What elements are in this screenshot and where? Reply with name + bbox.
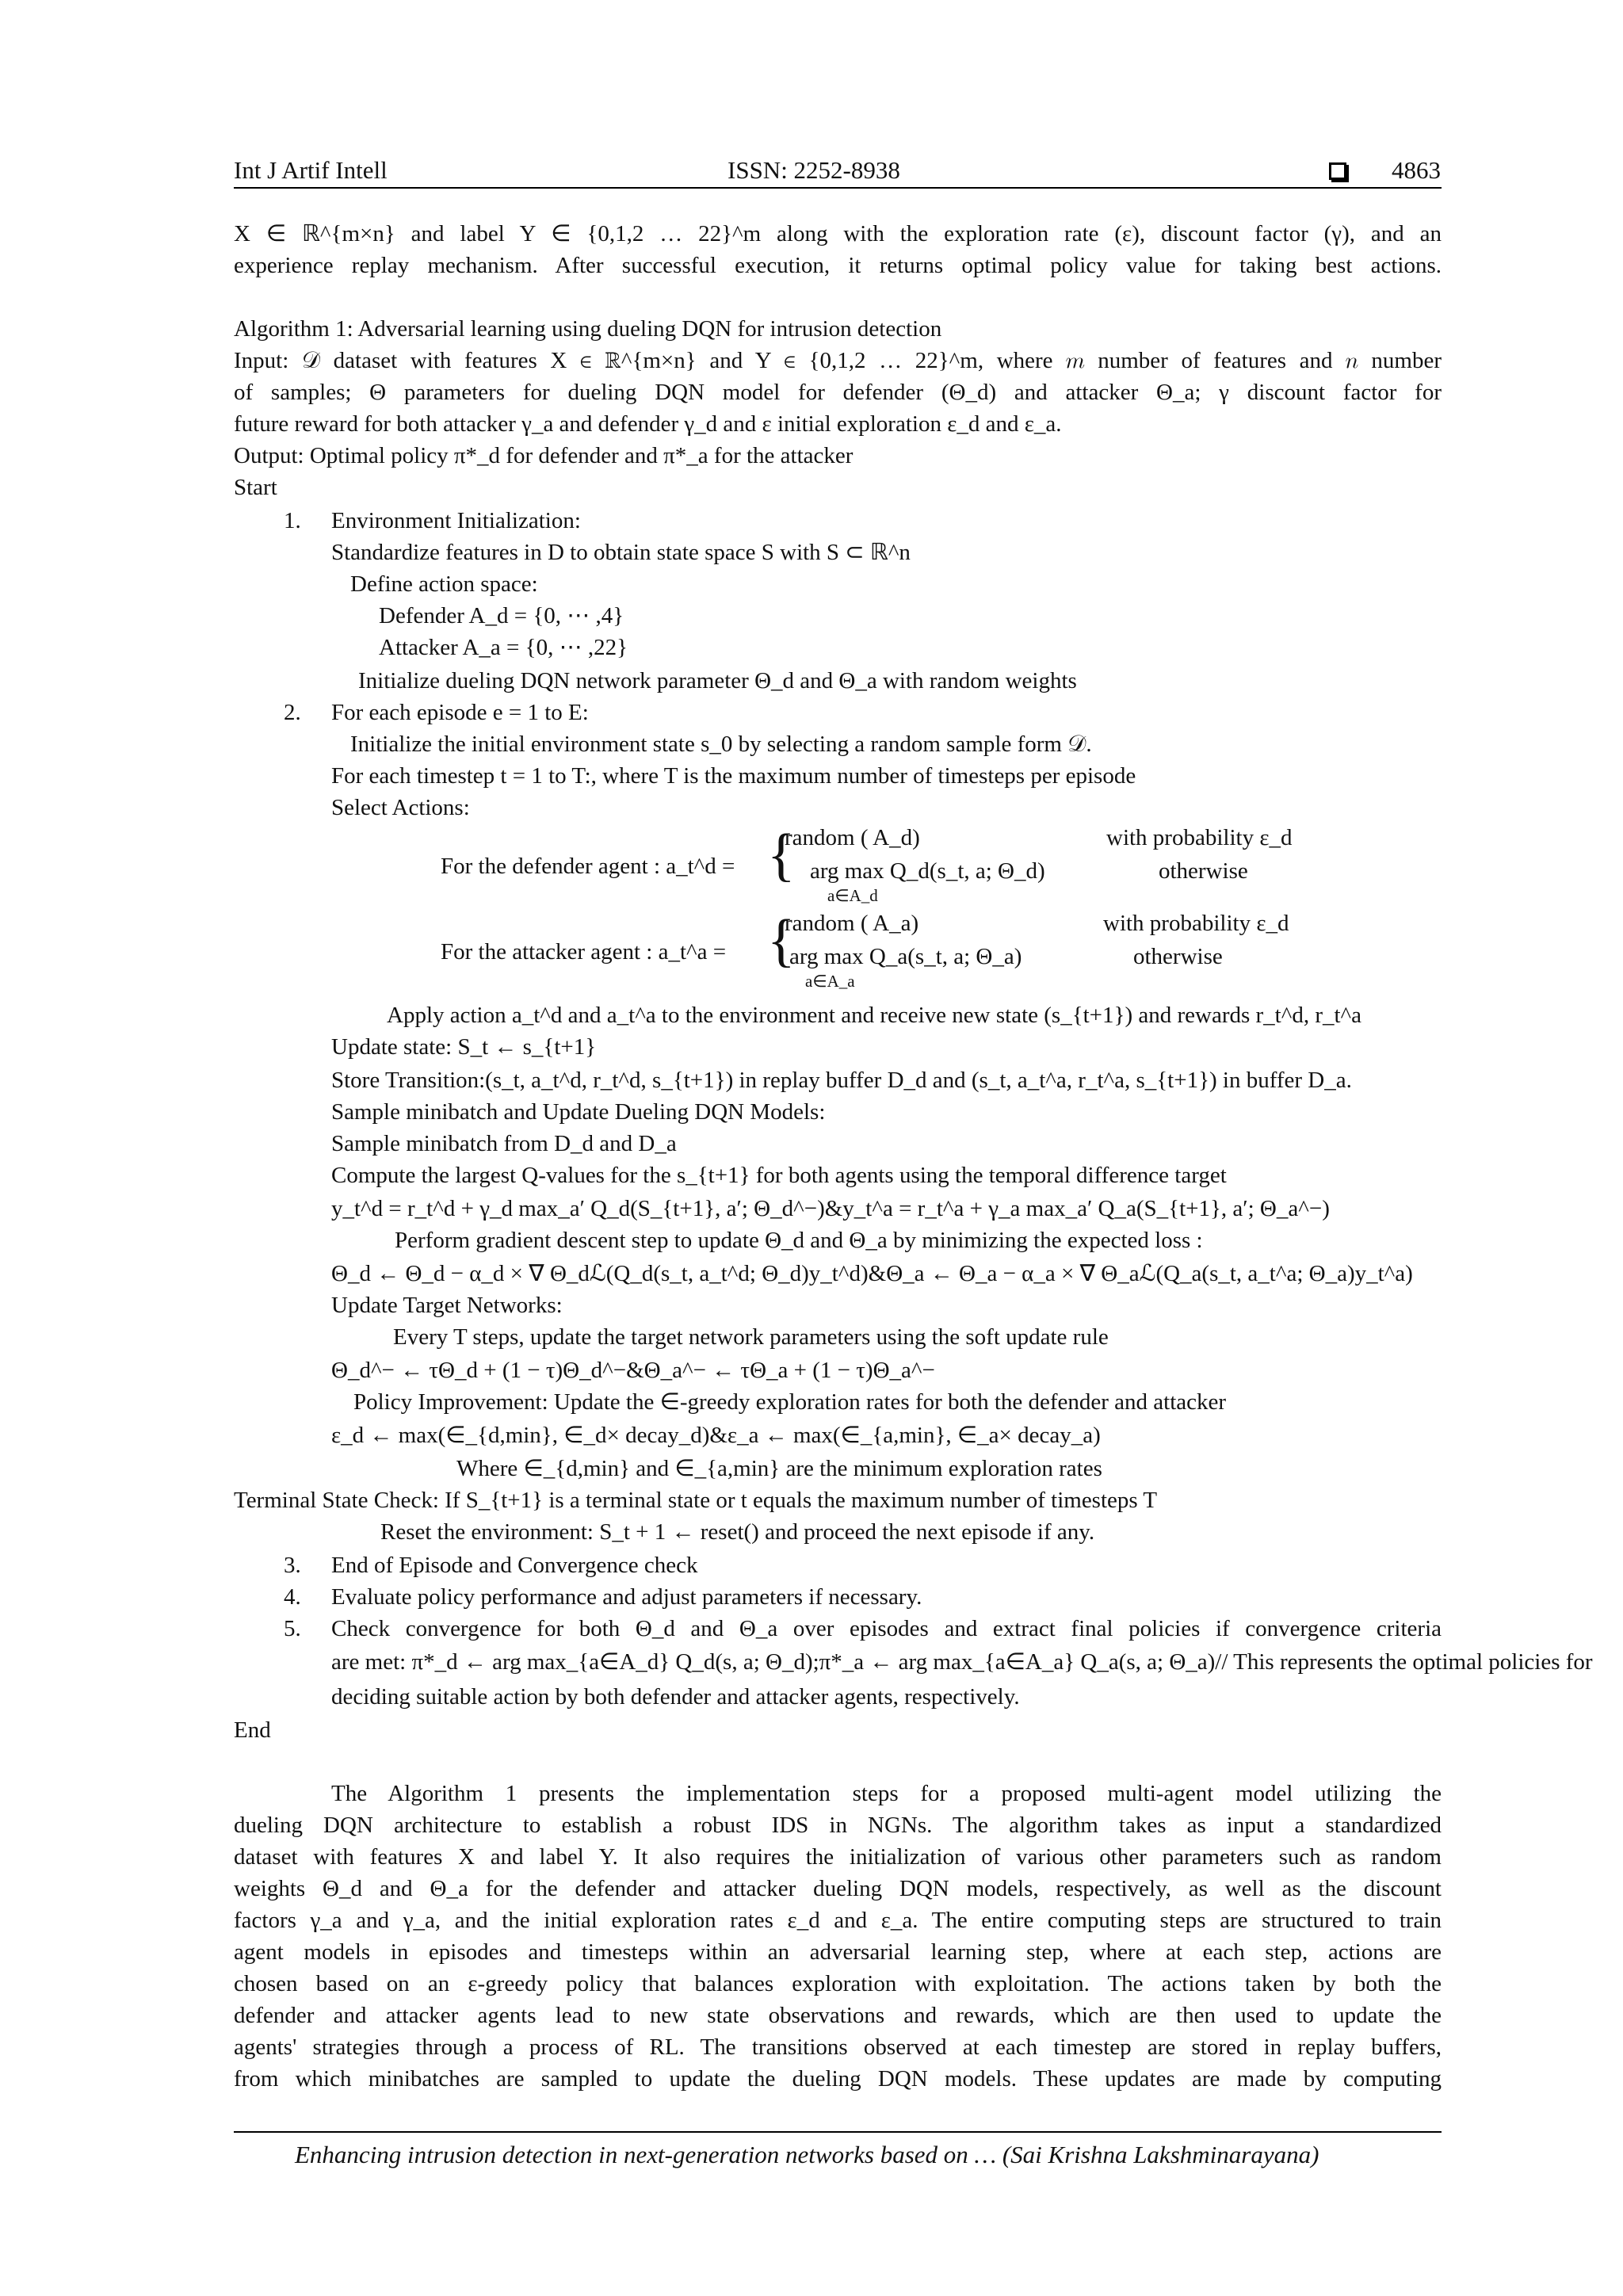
gradient-update-equation: Θ_d ← Θ_d − α_d × ∇ Θ_dℒ(Q_d(s_t, a_t^d; Θ_d)y_t^d)&Θ_a ← Θ_a − α_a × ∇ Θ_aℒ(Q_a(s_t, a_t^a; Θ_a)y_t^a) [331,1261,1413,1286]
attacker-case-2: arg max Q_a(s_t, a; Θ_a) [789,944,1022,969]
defender-case-2: arg max Q_d(s_t, a; Θ_d) [810,858,1045,884]
defender-case-1-cond: with probability ε_d [1106,825,1293,850]
algorithm-input-2: of samples; Θ parameters for dueling DQN model for defender (Θ_d) and attacker Θ_a; γ discount factor for [234,380,1442,405]
step2-line-1: Initialize the initial environment state s_0 by selecting a random sample form 𝒟. [350,732,1092,757]
intro-line-1: X ∈ ℝ^{m×n} and label Y ∈ {0,1,2 … 22}^m along with the exploration rate (ε), discount factor (γ), and an [234,221,1442,246]
body-line-2: dueling DQN architecture to establish a robust IDS in NGNs. The algorithm takes as input a standardized [234,1813,1442,1838]
step1-number: 1. [284,508,301,533]
attacker-case-2-cond: otherwise [1133,944,1223,969]
attacker-case-2-sub: a∈A_a [805,972,855,991]
body-line-6: agent models in episodes and timesteps within an adversarial learning step, where at each step, actions are [234,1939,1442,1965]
step5-line-3: deciding suitable action by both defender and attacker agents, respectively. [331,1684,1020,1710]
body-line-7: chosen based on an ε-greedy policy that balances exploration with exploitation. The actions taken by both the [234,1971,1442,1996]
reset-line: Reset the environment: S_t + 1 ← reset() and proceed the next episode if any. [380,1519,1095,1545]
step2-more-1: Apply action a_t^d and a_t^a to the environment and receive new state (s_{t+1}) and rewards r_t^d, r_t^a [387,1003,1362,1028]
defender-policy-label: For the defender agent : a_t^d = [441,854,735,879]
body-line-9: agents' strategies through a process of RL. The transitions observed at each timestep are stored in replay buffers, [234,2034,1442,2060]
step2-line-3: Select Actions: [331,795,470,820]
step3-number: 3. [284,1553,301,1578]
step5-line-1: Check convergence for both Θ_d and Θ_a over episodes and extract final policies if convergence criteria [331,1616,1442,1641]
body-line-1: The Algorithm 1 presents the implementation steps for a proposed multi-agent model utilizing the [331,1781,1442,1806]
body-line-4: weights Θ_d and Θ_a for the defender and attacker dueling DQN models, respectively, as well as the discount [234,1876,1442,1901]
soft-update-equation: Θ_d^− ← τΘ_d + (1 − τ)Θ_d^−&Θ_a^− ← τΘ_a + (1 − τ)Θ_a^− [331,1358,935,1383]
step4-text: Evaluate policy performance and adjust parameters if necessary. [331,1584,922,1610]
epsilon-decay-equation: ε_d ← max(∈_{d,min}, ∈_d× decay_d)&ε_a ← max(∈_{a,min}, ∈_a× decay_a) [331,1423,1101,1448]
step2-more-4: Sample minibatch and Update Dueling DQN Models: [331,1099,826,1125]
header-rule [234,187,1442,189]
step2-more-13: Policy Improvement: Update the ∈-greedy exploration rates for both the defender and attacker [353,1389,1227,1415]
step2-number: 2. [284,700,301,725]
step1-line-1: Standardize features in D to obtain state space S with S ⊂ ℝ^n [331,540,911,565]
algorithm-start: Start [234,475,277,500]
step2-more-15: Where ∈_{d,min} and ∈_{a,min} are the minimum exploration rates [456,1456,1102,1481]
page-number: 4863 [1392,156,1441,184]
terminal-check: Terminal State Check: If S_{t+1} is a terminal state or t equals the maximum number of timesteps T [234,1488,1158,1513]
step2-more-3: Store Transition:(s_t, a_t^d, r_t^d, s_{t+1}) in replay buffer D_d and (s_t, a_t^a, r_t^a, s_{t+1}) in buffer D_a. [331,1068,1352,1093]
step1-line-2: Define action space: [350,571,538,597]
attacker-brace: { [767,908,796,973]
body-line-8: defender and attacker agents lead to new state observations and rewards, which are then used to update the [234,2003,1442,2028]
step2-more-5: Sample minibatch from D_d and D_a [331,1131,677,1156]
step2-more-6: Compute the largest Q-values for the s_{t+1} for both agents using the temporal difference target [331,1163,1227,1188]
issn: ISSN: 2252-8938 [727,156,900,184]
algorithm-end: End [234,1717,271,1743]
step5-number: 5. [284,1616,301,1641]
defender-case-2-cond: otherwise [1159,858,1248,884]
body-line-3: dataset with features X and label Y. It also requires the initialization of various other parameters such as random [234,1844,1442,1870]
step1-line-3: Defender A_d = {0, ⋯ ,4} [379,603,624,628]
step2-more-11: Every T steps, update the target network parameters using the soft update rule [393,1324,1109,1350]
step1-title: Environment Initialization: [331,508,581,533]
running-footer: Enhancing intrusion detection in next-generation networks based on … (Sai Krishna Lakshminarayana) [295,2141,1319,2168]
step4-number: 4. [284,1584,301,1610]
step2-line-2: For each timestep t = 1 to T:, where T is the maximum number of timesteps per episode [331,763,1136,789]
footer-rule [234,2131,1442,2133]
page-marker-icon [1329,157,1346,184]
algorithm-input-3: future reward for both attacker γ_a and defender γ_d and ε initial exploration ε_d and ε_a. [234,411,1062,437]
attacker-policy-label: For the attacker agent : a_t^a = [441,939,727,965]
td-target-equation: y_t^d = r_t^d + γ_d max_a′ Q_d(S_{t+1}, a′; Θ_d^−)&y_t^a = r_t^a + γ_a max_a′ Q_a(S_{t+1}, a′; Θ_a^−) [331,1196,1330,1221]
step5-line-2: are met: π*_d ← arg max_{a∈A_d} Q_d(s, a; Θ_d);π*_a ← arg max_{a∈A_a} Q_a(s, a; Θ_a)// This represents the optimal policies for [331,1649,1593,1675]
journal-name: Int J Artif Intell [234,156,388,184]
attacker-case-1-cond: with probability ε_d [1103,911,1289,936]
step2-more-10: Update Target Networks: [331,1293,563,1318]
step2-more-8: Perform gradient descent step to update Θ_d and Θ_a by minimizing the expected loss : [395,1228,1203,1253]
step1-line-5: Initialize dueling DQN network parameter Θ_d and Θ_a with random weights [358,668,1077,693]
step3-text: End of Episode and Convergence check [331,1553,698,1578]
step1-line-4: Attacker A_a = {0, ⋯ ,22} [379,635,628,660]
body-line-10: from which minibatches are sampled to update the dueling DQN models. These updates are made by computing [234,2066,1442,2092]
attacker-case-1: random ( A_a) [785,911,919,936]
step2-title: For each episode e = 1 to E: [331,700,589,725]
defender-brace: { [767,823,796,888]
algorithm-title: Algorithm 1: Adversarial learning using dueling DQN for intrusion detection [234,316,942,342]
body-line-5: factors γ_a and γ_a, and the initial exploration rates ε_d and ε_a. The entire computing steps are structured to train [234,1908,1442,1933]
algorithm-input-1: Input: 𝒟 dataset with features X ∈ ℝ^{m×n} and Y ∈ {0,1,2 … 22}^m, where 𝑚 number of features and 𝑛 number [234,348,1442,373]
algorithm-output: Output: Optimal policy π*_d for defender and π*_a for the attacker [234,443,854,468]
intro-line-2: experience replay mechanism. After successful execution, it returns optimal policy value for taking best actions. [234,253,1442,278]
defender-case-1: random ( A_d) [785,825,920,850]
step2-more-2: Update state: S_t ← s_{t+1} [331,1034,597,1060]
defender-case-2-sub: a∈A_d [827,886,878,905]
